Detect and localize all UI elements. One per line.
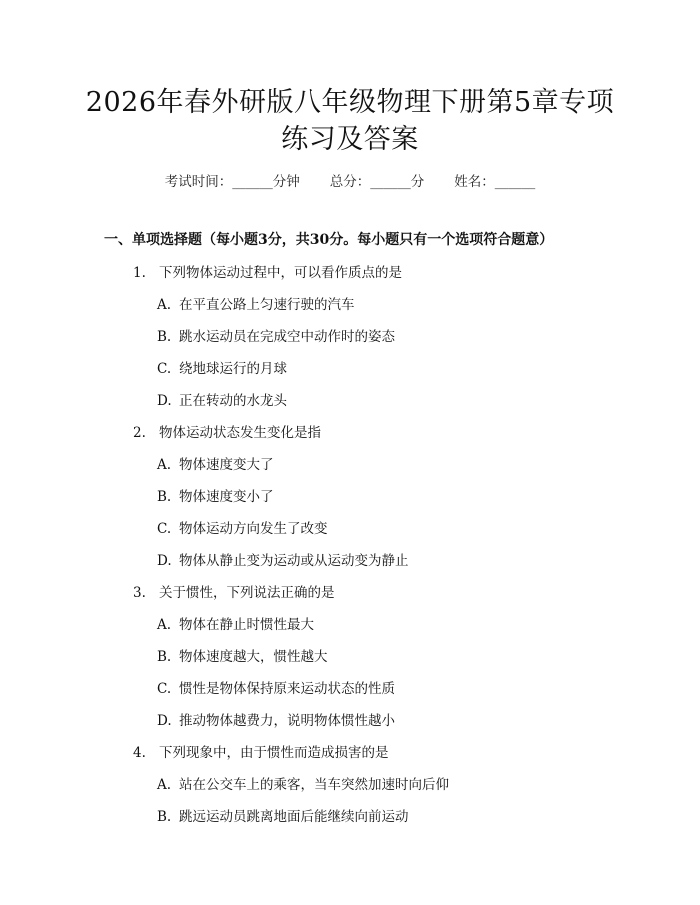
question-number: 1. (133, 265, 146, 281)
document-title-line-2: 练习及答案 (281, 124, 419, 155)
option-text: 物体速度变小了 (179, 489, 274, 505)
question-text: 物体运动状态发生变化是指 (159, 425, 321, 441)
question-3 (133, 581, 335, 601)
option-text: 惯性是物体保持原来运动状态的性质 (179, 681, 395, 697)
exam-time-label: 考试时间：______分钟 (164, 174, 300, 190)
option-label: D. (157, 393, 172, 409)
question-2 (133, 421, 321, 441)
section-heading: 一、单项选择题（每小题3分，共30分。每小题只有一个选项符合题意） (104, 232, 554, 248)
question-text: 下列现象中，由于惯性而造成损害的是 (159, 745, 389, 761)
question-1 (133, 261, 402, 281)
question-2-option-a (157, 453, 274, 473)
question-2-option-c (157, 517, 328, 537)
question-2-option-b (157, 485, 274, 505)
option-label: C. (157, 521, 172, 537)
question-1-option-d (157, 389, 287, 409)
question-number: 3. (133, 585, 146, 601)
question-1-option-a (157, 293, 355, 313)
question-3-option-c (157, 677, 395, 697)
question-3-option-a (157, 613, 314, 633)
option-text: 推动物体越费力，说明物体惯性越小 (179, 713, 395, 729)
option-label: D. (157, 713, 172, 729)
option-text: 物体在静止时惯性最大 (179, 617, 314, 633)
document-title-line-1: 2026年春外研版八年级物理下册第5章专项 (85, 87, 615, 118)
question-4 (133, 741, 389, 761)
total-score-label: 总分：______分 (329, 174, 425, 190)
option-label: A. (157, 457, 172, 473)
option-label: C. (157, 361, 172, 377)
question-4-option-a (157, 773, 449, 793)
option-label: B. (157, 489, 172, 505)
option-label: D. (157, 553, 172, 569)
option-text: 物体运动方向发生了改变 (179, 521, 328, 537)
option-text: 绕地球运行的月球 (179, 361, 287, 377)
option-text: 跳水运动员在完成空中动作时的姿态 (179, 329, 395, 345)
option-label: A. (157, 777, 172, 793)
option-label: A. (157, 617, 172, 633)
option-label: B. (157, 809, 172, 825)
option-label: A. (157, 297, 172, 313)
option-text: 站在公交车上的乘客，当车突然加速时向后仰 (179, 777, 449, 793)
option-label: B. (157, 649, 172, 665)
question-text: 关于惯性，下列说法正确的是 (159, 585, 335, 601)
option-text: 正在转动的水龙头 (179, 393, 287, 409)
question-3-option-b (157, 645, 328, 665)
option-text: 物体从静止变为运动或从运动变为静止 (179, 553, 409, 569)
question-1-option-b (157, 325, 395, 345)
option-text: 物体速度越大，惯性越大 (179, 649, 328, 665)
option-text: 跳远运动员跳离地面后能继续向前运动 (179, 809, 409, 825)
option-label: C. (157, 681, 172, 697)
question-2-option-d (157, 549, 409, 569)
option-label: B. (157, 329, 172, 345)
option-text: 在平直公路上匀速行驶的汽车 (179, 297, 355, 313)
student-name-label: 姓名：______ (454, 174, 536, 190)
question-4-option-b (157, 805, 409, 825)
option-text: 物体速度变大了 (179, 457, 274, 473)
question-number: 2. (133, 425, 146, 441)
question-text: 下列物体运动过程中，可以看作质点的是 (159, 265, 402, 281)
exam-meta-line (0, 170, 700, 190)
question-number: 4. (133, 745, 146, 761)
question-3-option-d (157, 709, 395, 729)
question-1-option-c (157, 357, 287, 377)
